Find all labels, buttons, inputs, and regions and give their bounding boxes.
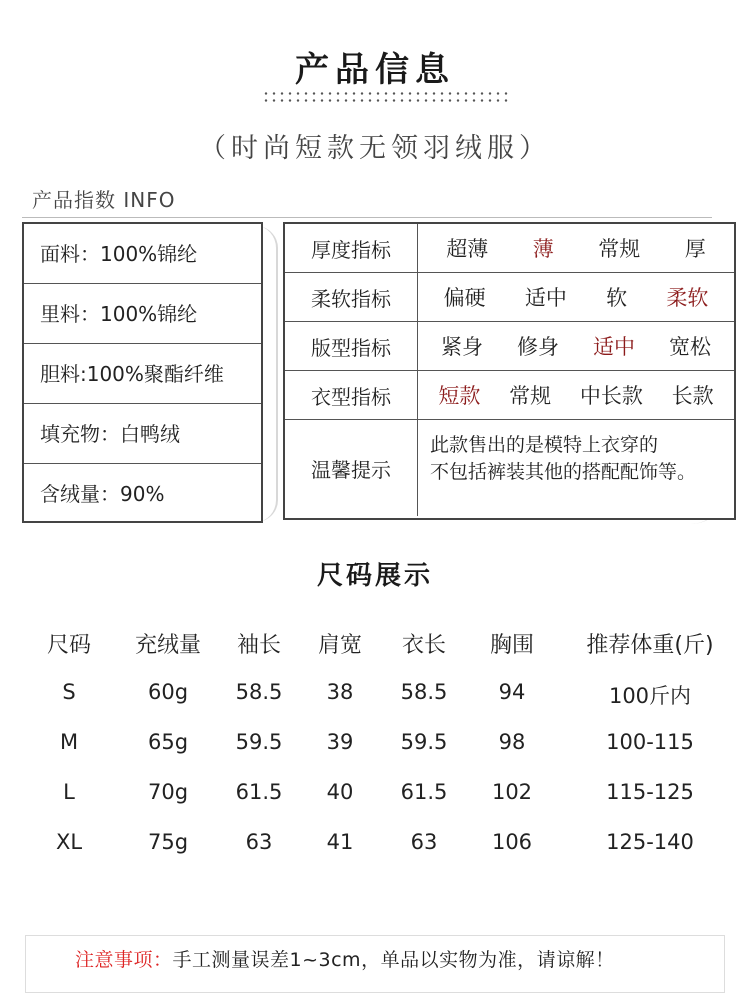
notice-text: 手工测量误差1~3cm，单品以实物为准，请谅解！ [172,949,615,971]
index-option: 薄 [532,237,554,261]
index-option: 短款 [438,384,481,408]
table-cell: 40 [326,780,354,804]
page-subtitle: （时尚短款无领羽绒服） [199,133,551,164]
table-cell: 100-115 [606,730,694,754]
index-row-tip [285,420,734,516]
index-option: 常规 [509,384,552,408]
table-cell: 106 [491,830,533,854]
index-row-softness [285,273,734,322]
table-row [0,780,750,820]
table-row [0,730,750,770]
index-options [418,273,734,321]
table-cell: 58.5 [400,680,448,704]
index-option: 软 [606,286,628,310]
material-row: 含绒量：90% [40,482,165,506]
material-row: 填充物：白鸭绒 [24,404,261,464]
page-title: 产品信息 [295,50,455,90]
table-cell: S [62,680,76,704]
size-table-header [0,628,750,668]
table-cell: 59.5 [235,730,283,754]
table-cell: 100斤内 [608,684,692,708]
material-row: 面料：100%锦纶 [24,224,261,284]
index-row-thickness [285,224,734,273]
index-row-fit [285,322,734,371]
col-header: 推荐体重(斤) [586,633,714,658]
tip-text [418,420,734,516]
table-cell: 41 [326,830,354,854]
col-header: 胸围 [489,633,535,658]
index-option: 厚 [684,237,706,261]
table-cell: XL [55,830,83,854]
index-option: 偏硬 [443,286,486,310]
table-cell: 125-140 [606,830,694,854]
index-option: 宽松 [669,335,711,359]
col-header: 充绒量 [134,633,202,658]
materials-box [22,222,263,523]
col-header: 衣长 [401,633,447,658]
info-section-label [32,184,175,213]
index-options [418,224,734,272]
index-option: 适中 [524,286,567,310]
index-option: 中长款 [579,384,643,408]
table-cell: 58.5 [235,680,283,704]
table-cell: 60g [147,680,189,704]
index-key: 版型指标 [285,322,418,370]
material-row: 胆料:100%聚酯纤维 [24,344,261,404]
col-header: 尺码 [46,633,92,658]
table-cell: 61.5 [235,780,283,804]
size-chart-title: 尺码展示 [316,561,433,591]
index-options [418,371,734,419]
index-option: 适中 [593,335,635,359]
col-header: 肩宽 [317,633,363,658]
table-cell: M [59,730,79,754]
index-option: 长款 [671,384,714,408]
table-row [0,680,750,720]
title-dotted-divider [262,90,512,104]
table-cell: 94 [498,680,526,704]
index-option: 柔软 [666,286,709,310]
index-key: 柔软指标 [285,273,418,321]
table-cell: 75g [147,830,189,854]
index-options [418,322,734,370]
index-option: 超薄 [446,237,489,261]
table-cell: 59.5 [400,730,448,754]
table-cell: 61.5 [400,780,448,804]
tip-key: 温馨提示 [285,420,418,516]
notice [75,945,615,972]
index-option: 常规 [598,237,641,261]
table-row [0,830,750,870]
index-row-length [285,371,734,420]
info-label-cn: 产品指数 [32,188,116,212]
index-option: 修身 [517,335,559,359]
table-cell: 70g [147,780,189,804]
table-cell: 115-125 [606,780,694,804]
table-cell: 39 [326,730,354,754]
table-cell: L [63,780,75,804]
tip-line: 此款售出的是模特上衣穿的 [430,434,659,456]
material-row: 里料：100%锦纶 [24,284,261,344]
info-divider [22,217,712,218]
table-cell: 102 [491,780,533,804]
table-cell: 63 [245,830,273,854]
table-cell: 65g [147,730,189,754]
indices-box [283,222,736,520]
col-header: 袖长 [236,633,282,658]
notice-label: 注意事项： [75,949,173,971]
table-cell: 63 [410,830,438,854]
index-key: 衣型指标 [285,371,418,419]
table-cell: 38 [326,680,354,704]
table-cell: 98 [498,730,526,754]
tip-line: 不包括裤装其他的搭配配饰等。 [430,461,697,483]
index-key: 厚度指标 [285,224,418,272]
index-option: 紧身 [441,335,483,359]
info-label-en: INFO [123,188,176,212]
